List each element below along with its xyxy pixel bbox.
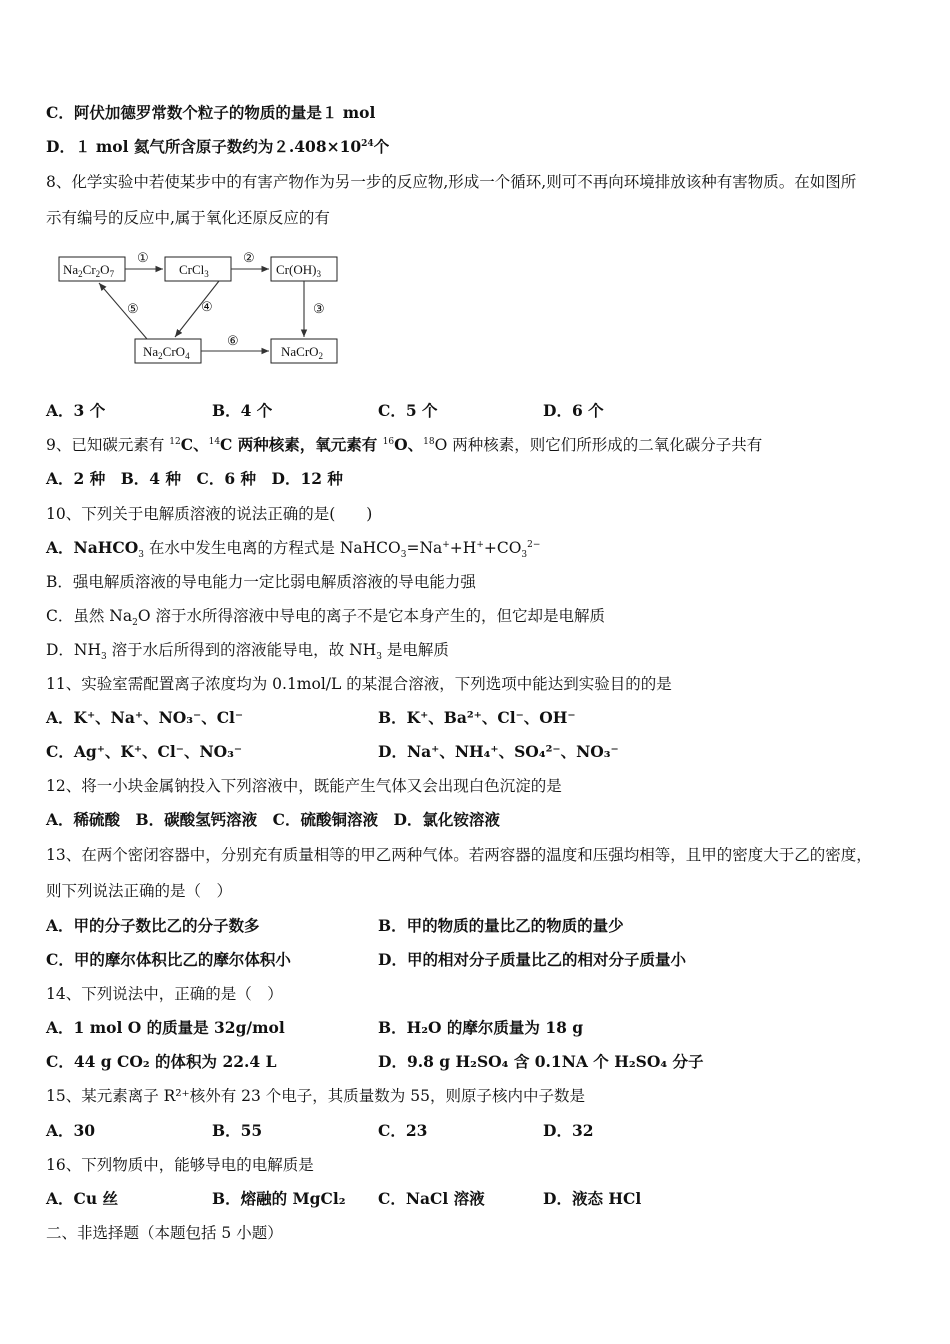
q9-options: A．2 种 B．4 种 C．6 种 D．12 种 xyxy=(46,469,343,488)
label-1: ① xyxy=(137,250,149,265)
q14-option-d: D．9.8 g H₂SO₄ 含 0.1NA 个 H₂SO₄ 分子 xyxy=(378,1052,704,1071)
q14-stem: 14、下列说法中，正确的是（ ） xyxy=(46,985,283,1003)
q11-option-a: A．K⁺、Na⁺、NO₃⁻、Cl⁻ xyxy=(46,708,244,727)
q8-option-d: D．6 个 xyxy=(543,401,604,420)
box-croh3 xyxy=(271,257,337,281)
q15-stem: 15、某元素离子 R²⁺核外有 23 个电子，其质量数为 55，则原子核内中子数是 xyxy=(46,1087,585,1105)
q11-stem: 11、实验室需配置离子浓度均为 0.1mol/L 的某混合溶液，下列选项中能达到实验目的的是 xyxy=(46,675,672,693)
q16-option-b: B．熔融的 MgCl₂ xyxy=(212,1189,346,1208)
q11-option-c: C．Ag⁺、K⁺、Cl⁻、NO₃⁻ xyxy=(46,742,243,761)
q14-option-c: C．44 g CO₂ 的体积为 22.4 L xyxy=(46,1052,277,1071)
q16-option-a: A．Cu 丝 xyxy=(46,1189,119,1208)
svg-text:Na2CrO4: $Na_2CrO_4$ xyxy=(143,344,190,361)
q13-option-a: A．甲的分子数比乙的分子数多 xyxy=(46,916,260,935)
svg-text:CrCl3: CrCl$_3$ xyxy=(179,262,209,279)
q8-stem-line2: 示有编号的反应中,属于氧化还原反应的有 xyxy=(46,209,330,227)
q11-option-d: D．Na⁺、NH₄⁺、SO₄²⁻、NO₃⁻ xyxy=(378,742,619,761)
label-3: ③ xyxy=(313,301,325,316)
q10-option-c: C．虽然 $Na_2O$ 溶于水所得溶液中导电的离子不是它本身产生的，但它却是电解质 xyxy=(46,607,605,629)
q13-option-b: B．甲的物质的量比乙的物质的量少 xyxy=(378,916,624,935)
q10-option-a: A．NaHCO$_3$ 在水中发生电离的方程式是 $NaHCO_3=Na^++H^++CO_3^{2-}$ xyxy=(46,538,541,561)
svg-text:Cr(OH)3: $Cr(OH)_3$ xyxy=(276,262,321,279)
q15-option-c: C．23 xyxy=(378,1121,428,1140)
q12-options: A．稀硫酸 B．碳酸氢钙溶液 C．硫酸铜溶液 D．氯化铵溶液 xyxy=(46,810,500,829)
q10-stem: 10、下列关于电解质溶液的说法正确的是( ) xyxy=(46,505,373,523)
label-2: ② xyxy=(243,250,255,265)
q12-stem: 12、将一小块金属钠投入下列溶液中，既能产生气体又会出现白色沉淀的是 xyxy=(46,777,562,795)
q15-option-d: D．32 xyxy=(543,1121,594,1140)
q14-option-b: B．H₂O 的摩尔质量为 18 g xyxy=(378,1018,584,1037)
q16-stem: 16、下列物质中，能够导电的电解质是 xyxy=(46,1156,314,1174)
q10-option-d: D．$NH_3$ 溶于水后所得到的溶液能导电，故 $NH_3$ 是电解质 xyxy=(46,641,449,663)
section-2-heading: 二、非选择题（本题包括 5 小题） xyxy=(46,1224,283,1242)
q9-stem: 9、已知碳元素有 $^{12}$C、$^{14}$C 两种核素，氧元素有 $^{16}$O、$^{18}$O 两种核素，则它们所形成的二氧化碳分子共有 xyxy=(46,435,763,454)
svg-text:NaCrO2: NaCrO$_2$ xyxy=(281,344,324,361)
q11-option-b: B．K⁺、Ba²⁺、Cl⁻、OH⁻ xyxy=(378,708,576,727)
q13-stem-line1: 13、在两个密闭容器中，分别充有质量相等的甲乙两种气体。若两容器的温度和压强均相等，且甲的密度大于乙的密度， xyxy=(46,846,872,864)
q15-option-b: B．55 xyxy=(212,1121,263,1140)
box-na2cr2o7 xyxy=(59,257,125,281)
q7-option-c: C．阿伏加德罗常数个粒子的物质的量是１ mol xyxy=(46,103,376,122)
q13-option-d: D．甲的相对分子质量比乙的相对分子质量小 xyxy=(378,950,686,969)
q16-option-d: D．液态 HCl xyxy=(543,1189,642,1208)
box-na2cro4 xyxy=(135,339,201,363)
q10-option-b: B．强电解质溶液的导电能力一定比弱电解质溶液的导电能力强 xyxy=(46,573,476,591)
label-4: ④ xyxy=(201,299,213,314)
q13-stem-line2: 则下列说法正确的是（ ） xyxy=(46,882,233,900)
q15-option-a: A．30 xyxy=(46,1121,96,1140)
label-5: ⑤ xyxy=(127,301,139,316)
q16-option-c: C．NaCl 溶液 xyxy=(378,1189,485,1208)
q8-option-c: C．5 个 xyxy=(378,401,438,420)
reaction-cycle-diagram xyxy=(55,245,355,370)
arrow-5 xyxy=(99,283,147,339)
q8-stem-line1: 8、化学实验中若使某步中的有害产物作为另一步的反应物,形成一个循环,则可不再向环境排放该种有害物质。在如图所 xyxy=(46,173,857,191)
q8-option-b: B．4 个 xyxy=(212,401,273,420)
q13-option-c: C．甲的摩尔体积比乙的摩尔体积小 xyxy=(46,950,291,969)
q8-option-a: A．3 个 xyxy=(46,401,106,420)
box-nacro2 xyxy=(271,339,337,363)
svg-text:Na2Cr2O7: $Na_2Cr_2O_7$ xyxy=(63,262,115,279)
box-crcl3 xyxy=(165,257,231,281)
q14-option-a: A．1 mol O 的质量是 32g/mol xyxy=(46,1018,285,1037)
q7-option-d: D．１ mol 氦气所含原子数约为$2.408\times 10^{24}$个 xyxy=(46,137,390,156)
label-6: ⑥ xyxy=(227,333,239,348)
